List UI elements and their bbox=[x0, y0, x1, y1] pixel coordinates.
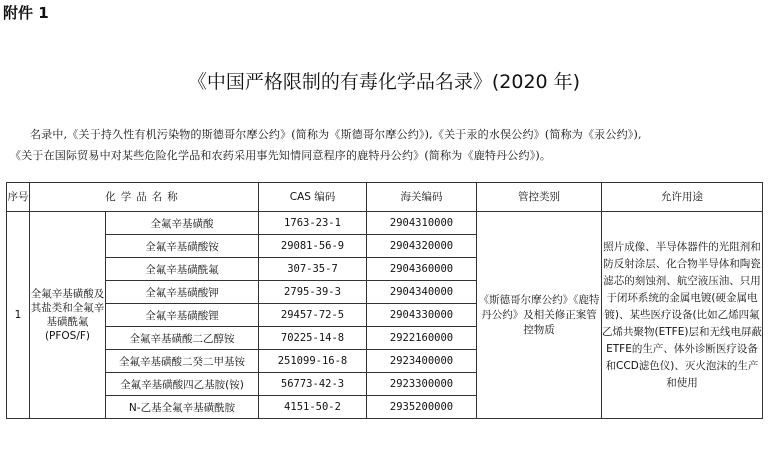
row-cas: 251099-16-8 bbox=[259, 350, 367, 373]
chemical-list-table bbox=[6, 182, 763, 419]
group-substance: 全氟辛基磺酸及其盐类和全氟辛基磺酰氟(PFOS/F) bbox=[30, 212, 106, 419]
intro-line-2: 《关于在国际贸易中对某些危险化学品和农药采用事先知情同意程序的鹿特丹公约》(简称为《鹿特丹公约》)。 bbox=[10, 149, 552, 162]
row-customs: 2904330000 bbox=[367, 304, 477, 327]
row-cas: 2795-39-3 bbox=[259, 281, 367, 304]
row-name: 全氟辛基磺酸锂 bbox=[106, 304, 259, 327]
header-seq: 序号 bbox=[7, 183, 30, 212]
row-name: 全氟辛基磺酰氟 bbox=[106, 258, 259, 281]
row-name: 全氟辛基磺酸 bbox=[106, 212, 259, 235]
header-permitted-uses: 允许用途 bbox=[602, 183, 763, 212]
group-seq: 1 bbox=[7, 212, 30, 419]
row-name: 全氟辛基磺酸二癸二甲基铵 bbox=[106, 350, 259, 373]
row-name: 全氟辛基磺酸四乙基胺(铵) bbox=[106, 373, 259, 396]
header-chemical-name: 化学品名称 bbox=[30, 183, 259, 212]
row-name: 全氟辛基磺酸二乙醇铵 bbox=[106, 327, 259, 350]
row-cas: 56773-42-3 bbox=[259, 373, 367, 396]
row-cas: 1763-23-1 bbox=[259, 212, 367, 235]
row-customs: 2922160000 bbox=[367, 327, 477, 350]
attachment-label: 附件 1 bbox=[3, 4, 49, 22]
row-name: N-乙基全氟辛基磺酰胺 bbox=[106, 396, 259, 419]
header-control-category: 管控类别 bbox=[477, 183, 602, 212]
row-name: 全氟辛基磺酸铵 bbox=[106, 235, 259, 258]
row-customs: 2923400000 bbox=[367, 350, 477, 373]
row-name: 全氟辛基磺酸钾 bbox=[106, 281, 259, 304]
row-customs: 2904310000 bbox=[367, 212, 477, 235]
header-customs-code: 海关编码 bbox=[367, 183, 477, 212]
row-customs: 2923300000 bbox=[367, 373, 477, 396]
group-control-category: 《斯德哥尔摩公约》《鹿特丹公约》及相关修正案管控物质 bbox=[477, 212, 602, 419]
row-cas: 70225-14-8 bbox=[259, 327, 367, 350]
group-permitted-uses: 照片成像、半导体器件的光阻剂和防反射涂层、化合物半导体和陶瓷滤芯的刻蚀剂、航空液压油、只用于闭环系统的金属电镀(硬金属电镀)、某些医疗设备(比如乙烯四氟乙烯共聚物(ETFE)层和无线电屏蔽ETFE的生产、体外诊断医疗设备和CCD滤色仪)、灭火泡沫的生产和使用 bbox=[602, 212, 763, 419]
row-customs: 2904340000 bbox=[367, 281, 477, 304]
row-cas: 29457-72-5 bbox=[259, 304, 367, 327]
intro-paragraph bbox=[10, 124, 762, 166]
table-header-row bbox=[7, 183, 763, 212]
row-cas: 307-35-7 bbox=[259, 258, 367, 281]
row-customs: 2904320000 bbox=[367, 235, 477, 258]
table-row bbox=[7, 212, 763, 235]
row-cas: 29081-56-9 bbox=[259, 235, 367, 258]
document-title: 《中国严格限制的有毒化学品名录》(2020 年) bbox=[187, 71, 581, 93]
row-customs: 2935200000 bbox=[367, 396, 477, 419]
row-customs: 2904360000 bbox=[367, 258, 477, 281]
intro-line-1: 名录中,《关于持久性有机污染物的斯德哥尔摩公约》(简称为《斯德哥尔摩公约》),《关于汞的水俣公约》(简称为《汞公约》), bbox=[30, 128, 642, 141]
row-cas: 4151-50-2 bbox=[259, 396, 367, 419]
header-cas: CAS 编码 bbox=[259, 183, 367, 212]
